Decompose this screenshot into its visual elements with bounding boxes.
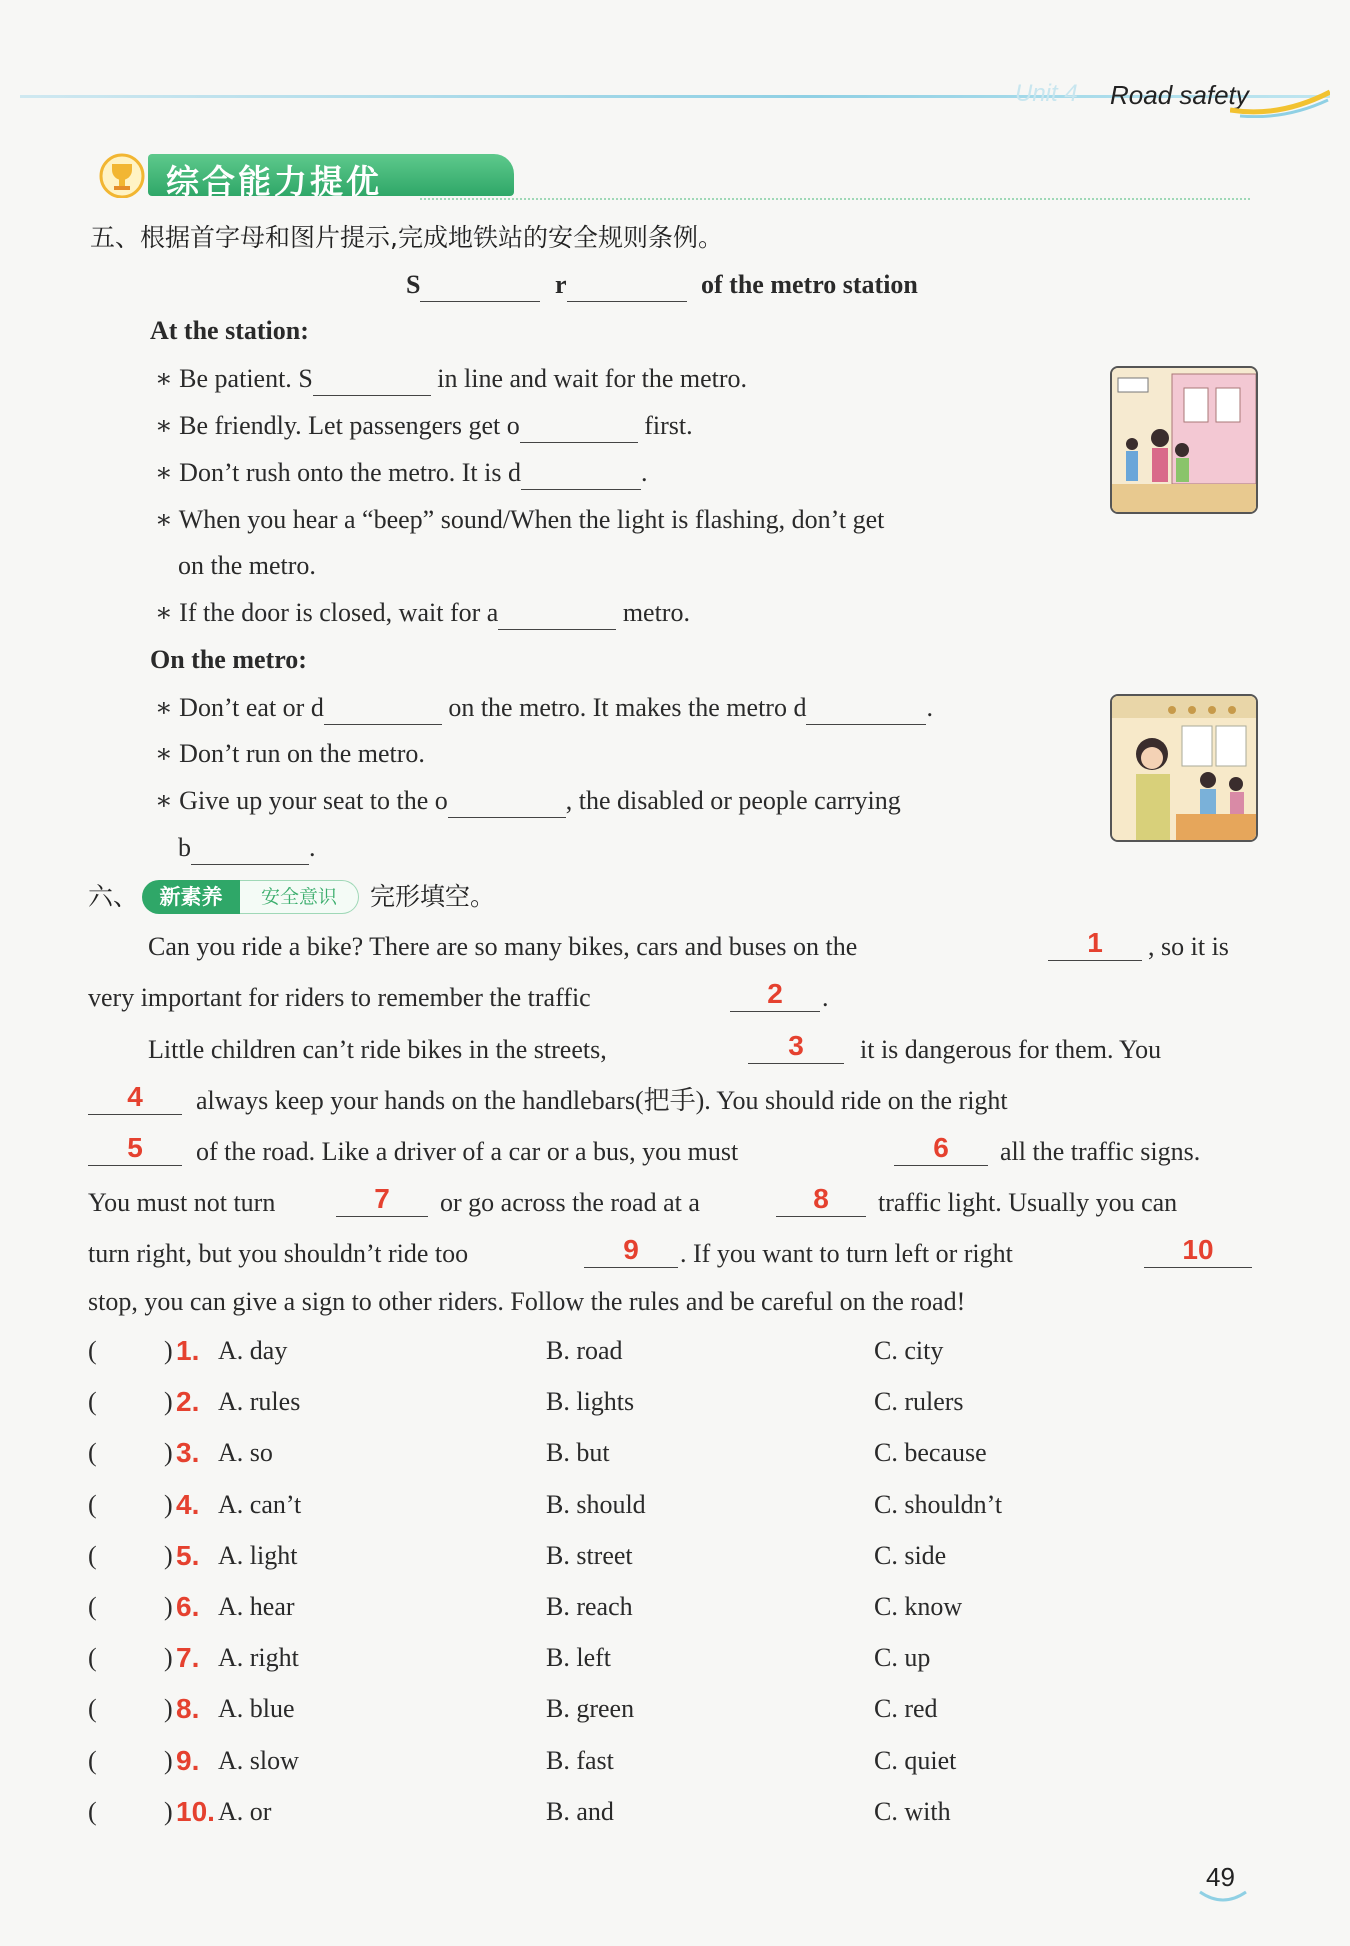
passage-line-7b: . If you want to turn left or right [680,1239,1013,1268]
answer-paren-close: ) [164,1387,173,1416]
option-a[interactable]: A. can’t [218,1490,302,1519]
answer-slot[interactable] [100,1385,158,1419]
metro-carriage-illustration [1110,694,1258,842]
option-number: 10. [176,1796,215,1827]
swoosh-icon [1230,88,1330,118]
answer-slot[interactable] [100,1692,158,1726]
rule-m3-blank[interactable] [448,787,566,818]
rule-m2: ∗ Don’t run on the metro. [155,739,425,768]
page-number: 49 [1206,1862,1235,1892]
option-b[interactable]: B. should [546,1490,646,1519]
answer-paren-open: ( [88,1694,97,1723]
answer-paren-close: ) [164,1694,173,1723]
option-number: 4. [176,1489,200,1520]
blank-9[interactable] [584,1233,678,1268]
rule-s1-post: in line and wait for the metro. [430,364,748,393]
answer-paren-open: ( [88,1746,97,1775]
answer-paren-close: ) [164,1438,173,1467]
passage-line-4b: always keep your hands on the handlebars(把手). You should ride on the right [196,1086,1008,1115]
heading-tail: of the metro station [701,270,918,299]
blank-1[interactable] [1048,926,1142,961]
heading-letter-s: S [406,270,421,299]
rule-m3-post: , the disabled or people carrying [565,786,901,815]
option-number: 2. [176,1386,200,1417]
option-a[interactable]: A. or [218,1797,272,1826]
rule-s4-line2: on the metro. [178,551,316,580]
option-c[interactable]: C. quiet [874,1746,957,1775]
answer-slot[interactable] [100,1641,158,1675]
answer-paren-close: ) [164,1336,173,1365]
blank-5[interactable] [88,1131,182,1166]
rule-s2-blank[interactable] [520,412,638,443]
blank-6-number: 6 [894,1131,988,1166]
rule-s2-pre: ∗ Be friendly. Let passengers get [155,411,507,440]
passage-line-2b: . [822,983,829,1012]
blank-9-number: 9 [584,1233,678,1268]
answer-paren-open: ( [88,1541,97,1570]
option-number: 5. [176,1540,200,1571]
option-c[interactable]: C. shouldn’t [874,1490,1003,1519]
blank-2[interactable] [730,977,820,1012]
rule-m1-mid: on the metro. It makes the metro [441,693,794,722]
rule-s5-post: metro. [616,598,690,627]
rule-s5-blank[interactable] [498,599,616,630]
passage-line-3a: Little children can’t ride bikes in the streets, [148,1035,607,1064]
rule-m3-pre: ∗ Give up your seat to the [155,786,435,815]
option-c[interactable]: C. because [874,1438,987,1467]
option-b[interactable]: B. green [546,1694,635,1723]
option-b[interactable]: B. but [546,1438,610,1467]
rule-m1-post: . [926,693,933,722]
blank-4-number: 4 [88,1080,182,1115]
rule-m1-blank2[interactable] [806,694,926,725]
blank-5-number: 5 [88,1131,182,1166]
rule-m3-letter: o [434,786,448,815]
q6-number: 六、 [88,882,139,911]
passage-line-8: stop, you can give a sign to other riders. Follow the rules and be careful on the road! [88,1287,966,1316]
option-c[interactable]: C. city [874,1336,944,1365]
option-number: 6. [176,1591,200,1622]
rule-s3-post: . [641,458,648,487]
option-b[interactable]: B. left [546,1643,611,1672]
rule-s5 [155,596,690,630]
metro-station-illustration [1110,366,1258,514]
answer-slot[interactable] [100,1744,158,1778]
answer-slot[interactable] [100,1795,158,1829]
section-title: 综合能力提优 [166,162,382,201]
blank-4[interactable] [88,1080,182,1115]
rule-s2-post: first. [637,411,693,440]
option-a[interactable]: A. blue [218,1694,295,1723]
blank-8-number: 8 [776,1182,866,1217]
option-number: 3. [176,1437,200,1468]
header-unit: Unit 4 [1015,80,1078,107]
rule-m3-blank2[interactable] [191,834,309,865]
answer-paren-open: ( [88,1797,97,1826]
heading-blank-2[interactable] [567,271,687,302]
rule-m3-end: . [309,833,316,862]
metro-label: On the metro: [150,645,307,674]
answer-paren-close: ) [164,1797,173,1826]
answer-paren-open: ( [88,1643,97,1672]
rule-m1 [155,691,933,725]
carriage-scene-icon [1112,696,1256,840]
answer-slot[interactable] [100,1488,158,1522]
answer-paren-close: ) [164,1490,173,1519]
passage-line-6b: or go across the road at a [440,1188,700,1217]
rule-s5-letter: a [486,598,499,627]
answer-paren-close: ) [164,1643,173,1672]
passage-line-2a: very important for riders to remember the traffic [88,983,591,1012]
rule-m3-line2 [178,831,316,865]
passage-line-1a: Can you ride a bike? There are so many bikes, cars and buses on the [148,932,858,961]
option-b[interactable]: B. and [546,1797,614,1826]
literacy-badge [142,880,360,914]
blank-7[interactable] [336,1182,428,1217]
q5-heading [406,268,918,302]
passage-line-6a: You must not turn [88,1188,276,1217]
option-b[interactable]: B. lights [546,1387,635,1416]
rule-m3 [155,784,901,818]
rule-s3-blank[interactable] [521,459,641,490]
option-number: 1. [176,1335,200,1366]
rule-s1-blank[interactable] [313,365,431,396]
trophy-icon [96,152,152,198]
option-number: 9. [176,1745,200,1776]
badge-new-literacy: 新素养 [142,880,240,914]
rule-s2-letter: o [506,411,520,440]
rule-m1-letter2: d [793,693,807,722]
blank-8[interactable] [776,1182,866,1217]
option-a[interactable]: A. right [218,1643,299,1672]
station-scene-icon [1112,368,1256,512]
option-number: 8. [176,1693,200,1724]
rule-m1-pre: ∗ Don’t eat or [155,693,311,722]
blank-3[interactable] [748,1029,844,1064]
option-b[interactable]: B. fast [546,1746,614,1775]
option-a[interactable]: A. hear [218,1592,295,1621]
q5-instruction: 五、根据首字母和图片提示,完成地铁站的安全规则条例。 [90,223,723,252]
heading-letter-r: r [554,270,567,299]
option-a[interactable]: A. slow [218,1746,299,1775]
rule-m1-letter: d [310,693,324,722]
answer-slot[interactable] [100,1334,158,1368]
blank-3-number: 3 [748,1029,844,1064]
rule-s1 [155,362,747,396]
passage-line-6c: traffic light. Usually you can [878,1188,1178,1217]
station-label: At the station: [150,316,309,345]
passage-line-5b: of the road. Like a driver of a car or a bus, you must [196,1137,739,1166]
answer-paren-close: ) [164,1592,173,1621]
rule-s1-pre: ∗ Be patient. [155,364,299,393]
option-a[interactable]: A. so [218,1438,273,1467]
option-c[interactable]: C. with [874,1797,951,1826]
answer-paren-open: ( [88,1336,97,1365]
option-number: 7. [176,1642,200,1673]
rule-s3 [155,456,648,490]
rule-m1-blank[interactable] [324,694,442,725]
rule-s5-pre: ∗ If the door is closed, wait for [155,598,487,627]
blank-7-number: 7 [336,1182,428,1217]
banner-dotted-rule [420,198,1250,200]
answer-paren-open: ( [88,1592,97,1621]
answer-paren-close: ) [164,1541,173,1570]
option-a[interactable]: A. rules [218,1387,301,1416]
blank-6[interactable] [894,1131,988,1166]
header-title: Road safety [1110,80,1249,110]
answer-paren-open: ( [88,1438,97,1467]
rule-s2 [155,409,693,443]
option-b[interactable]: B. road [546,1336,623,1365]
rule-m3-letter2: b [178,833,191,862]
passage-line-1b: , so it is [1148,932,1229,961]
rule-s3-letter: d [508,458,521,487]
rule-s4-line1: ∗ When you hear a “beep” sound/When the light is flashing, don’t get [155,505,885,534]
passage-line-3b: it is dangerous for them. You [860,1035,1162,1064]
rule-s3-pre: ∗ Don’t rush onto the metro. It is [155,458,508,487]
answer-paren-open: ( [88,1387,97,1416]
option-b[interactable]: B. reach [546,1592,633,1621]
answer-slot[interactable] [100,1436,158,1470]
badge-safety-awareness: 安全意识 [240,880,359,914]
heading-blank-1[interactable] [420,271,540,302]
answer-paren-open: ( [88,1490,97,1519]
page-number-arc-icon [1198,1888,1248,1906]
answer-paren-close: ) [164,1746,173,1775]
answer-slot[interactable] [100,1539,158,1573]
blank-10-number: 10 [1144,1233,1252,1268]
passage-line-5c: all the traffic signs. [1000,1137,1201,1166]
option-a[interactable]: A. light [218,1541,298,1570]
answer-slot[interactable] [100,1590,158,1624]
option-c[interactable]: C. red [874,1694,938,1723]
rule-s1-letter: S [298,364,313,393]
blank-1-number: 1 [1048,926,1142,961]
option-a[interactable]: A. day [218,1336,288,1365]
option-c[interactable]: C. side [874,1541,947,1570]
passage-line-7a: turn right, but you shouldn’t ride too [88,1239,469,1268]
blank-10[interactable] [1144,1233,1252,1268]
option-c[interactable]: C. know [874,1592,963,1621]
option-c[interactable]: C. rulers [874,1387,964,1416]
option-b[interactable]: B. street [546,1541,633,1570]
option-c[interactable]: C. up [874,1643,931,1672]
blank-2-number: 2 [730,977,820,1012]
q6-instruction: 完形填空。 [370,882,496,911]
